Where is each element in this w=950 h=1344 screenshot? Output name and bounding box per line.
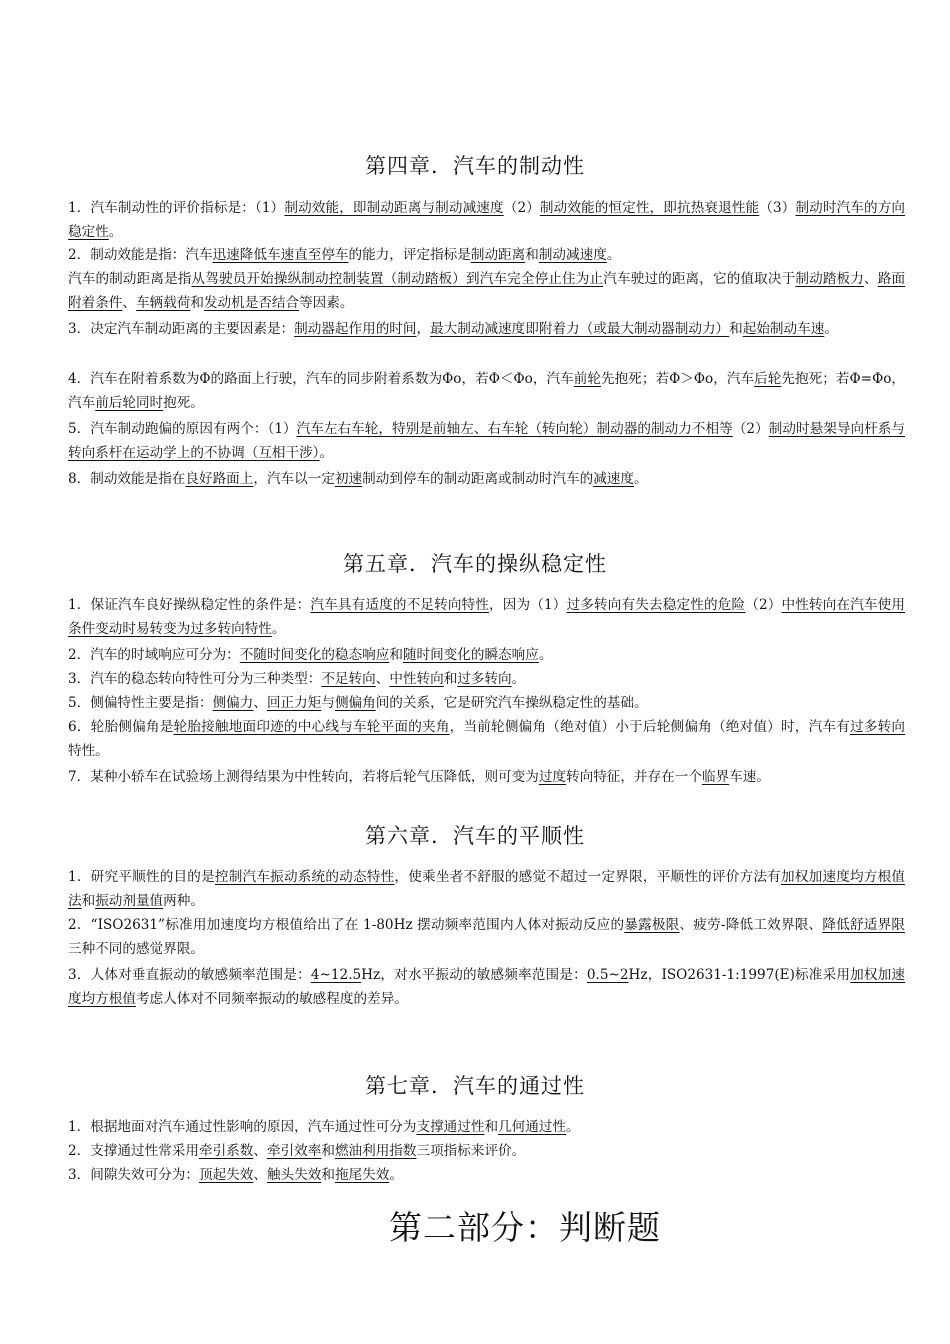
answer-underline: 顶起失效 [199, 1167, 254, 1183]
paragraph [68, 692, 905, 716]
text-segment: 2．支撑通过性常采用 [68, 1143, 199, 1159]
answer-underline: 4~12.5 [310, 967, 362, 983]
answer-underline: 不随时间变化的稳态响应 [239, 647, 390, 663]
text-segment: 1．保证汽车良好操纵稳定性的条件是： [68, 597, 311, 613]
answer-underline: 牵引效率 [266, 1143, 322, 1159]
answer-underline: 制动效能，即制动距离与制动减速度 [284, 200, 504, 216]
text-segment: 等因素。 [299, 294, 354, 311]
answer-underline: 控制汽车振动系统的动态特性 [214, 869, 395, 885]
paragraph [68, 964, 905, 1011]
text-segment: 和 [729, 321, 743, 337]
answer-underline: 制动时汽车的方向稳定性 [68, 200, 906, 240]
text-segment: 。 [108, 223, 123, 240]
text-segment: ，因为（1） [489, 597, 567, 613]
answer-underline: 过多转向 [457, 671, 512, 687]
paragraph [68, 914, 905, 961]
text-segment: 1．根据地面对汽车通过性影响的原因，汽车通过性可分为 [68, 1119, 417, 1135]
text-segment: 4．汽车在附着系数为Φ的路面上行驶，汽车的同步附着系数为Φo，若Φ＜Φo，汽车 [68, 371, 574, 387]
answer-underline: 过多转向有失去稳定性的危险 [566, 597, 746, 613]
answer-underline: 减速度 [593, 471, 634, 487]
answer-underline: 车辆载荷 [135, 294, 191, 311]
text-segment: 。 [271, 620, 286, 637]
answer-underline: 最大制动减速度即附着力（或最大制动器制动力） [430, 321, 730, 337]
text-segment: 三种不同的感觉界限。 [68, 940, 204, 957]
text-segment: 、 [253, 1167, 267, 1183]
text-segment: 和 [443, 671, 458, 687]
text-segment: 和 [389, 647, 403, 663]
answer-underline: 汽车具有适度的不足转向特性 [310, 597, 490, 613]
text-segment: 5．汽车制动跑偏的原因有两个：（1） [68, 421, 297, 437]
text-segment: 考虑人体对不同频率振动的敏感程度的差异。 [135, 990, 408, 1007]
answer-underline: 发动机是否结合 [203, 294, 300, 311]
answer-underline: 暴露极限 [624, 917, 680, 933]
answer-underline: 路面附着条件 [68, 271, 906, 311]
answer-underline: 制动踏板力 [795, 271, 864, 287]
text-segment: 。 [606, 247, 621, 263]
paragraph [68, 1140, 905, 1164]
answer-underline: 临界 [701, 769, 730, 785]
paragraph [68, 668, 905, 692]
answer-underline: 前轮 [573, 371, 602, 387]
text-segment: 3．间隙失效可分为： [68, 1167, 199, 1183]
text-segment: 和 [484, 1119, 499, 1135]
answer-underline: 轮胎接触地面印迹的中心线与车轮平面的夹角 [173, 719, 450, 735]
text-segment: Hz，ISO2631-1:1997(E)标准采用 [628, 967, 851, 983]
text-segment: 。 [566, 1119, 580, 1135]
text-segment: Hz，对水平振动的敏感频率范围是： [361, 967, 587, 983]
paragraph [68, 866, 905, 913]
answer-underline: 侧偏角 [334, 695, 376, 711]
paragraph [68, 418, 905, 465]
text-segment: 3．汽车的稳态转向特性可分为三种类型： [68, 671, 322, 687]
answer-underline: 振动剂量值 [95, 892, 164, 909]
chapter-title: 第六章．汽车的平顺性 [365, 824, 585, 848]
text-segment: ， [416, 321, 431, 337]
text-segment: 。 [824, 321, 838, 337]
text-segment: （2） [745, 597, 782, 613]
answer-underline: 良好路面上 [185, 471, 254, 487]
text-segment: 。 [319, 444, 334, 461]
text-segment: ，当前轮侧偏角（绝对值）小于后轮侧偏角（绝对值）时，汽车有 [449, 719, 851, 735]
text-segment: 和 [321, 1167, 335, 1183]
text-segment: 三项指标来评价。 [416, 1143, 526, 1159]
answer-underline: 制动距离 [470, 247, 526, 263]
answer-underline: 后轮 [754, 371, 782, 387]
answer-underline: 从驾驶员开始操纵制动控制装置（制动踏板）到汽车完全停止住为止 [191, 271, 604, 287]
answer-underline: 制动器起作用的时间 [294, 321, 417, 337]
chapter-title: 第七章．汽车的通过性 [365, 1074, 585, 1098]
text-segment: 先抱死；若Φ=Φo，汽车 [68, 371, 906, 411]
text-segment: 和 [321, 1143, 335, 1159]
text-segment: 1．研究平顺性的目的是 [68, 869, 215, 885]
text-segment: ，汽车以一定 [253, 471, 335, 487]
answer-underline: 支撑通过性 [416, 1119, 485, 1135]
text-segment: （2） [503, 200, 540, 216]
answer-underline: 不足转向 [321, 671, 376, 687]
text-segment: 间的关系，它是研究汽车操纵稳定性的基础。 [375, 695, 648, 711]
text-segment: 2．汽车的时域响应可分为： [68, 647, 240, 663]
paragraph [68, 1116, 905, 1140]
answer-underline: 几何通过性 [498, 1119, 567, 1135]
text-segment: 8．制动效能是指在 [68, 471, 186, 487]
paragraph [68, 594, 905, 641]
answer-underline: 中性转向 [389, 671, 444, 687]
text-segment: 。 [511, 671, 526, 687]
text-segment: 与 [321, 695, 335, 711]
paragraph [68, 244, 905, 268]
answer-underline: 制动时悬架导向杆系与转向系杆在运动学上的不协调（互相干涉） [68, 421, 906, 461]
text-segment: 、疲劳-降低工效界限、 [679, 917, 823, 933]
answer-underline: 过多转向 [850, 719, 906, 735]
answer-underline: 起始制动车速 [742, 321, 825, 337]
text-segment: 、 [253, 695, 267, 711]
text-segment: 6．轮胎侧偏角是 [68, 719, 174, 735]
text-segment: 抱死。 [163, 394, 204, 411]
text-segment: 先抱死；若Φ＞Φo，汽车 [601, 371, 755, 387]
answer-underline: 初速 [334, 471, 363, 487]
answer-underline: 牵引系数 [199, 1143, 254, 1159]
text-segment: 2．制动效能是指：汽车 [68, 247, 213, 263]
text-segment: 、 [863, 271, 878, 287]
text-segment: 转向特征，并存在一个 [566, 769, 702, 785]
answer-underline: 加权加速度均方根值 [68, 967, 906, 1007]
text-segment: 和 [81, 892, 96, 909]
answer-underline: 燃油利用指数 [334, 1143, 417, 1159]
text-segment: （2） [732, 421, 769, 437]
text-segment: 汽车驶过的距离，它的值取决于 [603, 271, 796, 287]
text-segment: 汽车的制动距离是指 [68, 271, 192, 287]
text-segment: （3） [759, 200, 796, 216]
chapter-title: 第四章．汽车的制动性 [365, 154, 585, 178]
chapter-title: 第五章．汽车的操纵稳定性 [343, 552, 607, 576]
paragraph [68, 1164, 905, 1188]
text-segment: 。 [538, 647, 553, 663]
paragraph [68, 197, 905, 244]
answer-underline: 回正力矩 [266, 695, 322, 711]
answer-underline: 0.5~2 [586, 967, 629, 983]
answer-underline: 迅速降低车速直至停车 [212, 247, 349, 263]
answer-underline: 随时间变化的瞬态响应 [402, 647, 539, 663]
text-segment: 2．“ISO2631”标准用加速度均方根值给出了在 1-80Hz 摆动频率范围内人体对振动反应的 [68, 917, 625, 933]
answer-underline: 制动效能的恒定性，即抗热衰退性能 [539, 200, 760, 216]
text-segment: 7．某种小轿车在试验场上测得结果为中性转向，若将后轮气压降低，则可变为 [68, 769, 539, 785]
text-segment: 特性。 [68, 742, 109, 759]
text-segment: 1．汽车制动性的评价指标是：（1） [68, 200, 285, 216]
answer-underline: 降低舒适界限 [822, 917, 906, 933]
text-segment: ，使乘坐者不舒服的感觉不超过一定界限，平顺性的评价方法有 [394, 869, 781, 885]
paragraph [68, 268, 905, 315]
text-segment: 3．决定汽车制动距离的主要因素是： [68, 321, 295, 337]
paragraph [68, 468, 905, 492]
text-segment: 、 [375, 671, 390, 687]
text-segment: 两种。 [163, 892, 204, 909]
answer-underline: 拖尾失效 [334, 1167, 390, 1183]
text-segment: 。 [389, 1167, 403, 1183]
part-title: 第二部分：判断题 [389, 1208, 661, 1247]
paragraph [68, 766, 905, 790]
text-segment: 的能力，评定指标是 [348, 247, 471, 263]
text-segment: 和 [525, 247, 539, 263]
answer-underline: 加权加速度均方根值法 [68, 869, 906, 909]
text-segment: 车速。 [729, 769, 770, 785]
text-segment: 和 [190, 294, 204, 311]
answer-underline: 汽车左右车轮，特别是前轴左、右车轮（转向轮）制动器的制动力不相等 [296, 421, 733, 437]
answer-underline: 中性转向在汽车使用条件变动时易转变为过多转向特性 [68, 597, 906, 637]
answer-underline: 触头失效 [266, 1167, 322, 1183]
paragraph [68, 318, 905, 342]
paragraph [68, 368, 905, 415]
text-segment: 5．侧偏特性主要是指： [68, 695, 213, 711]
text-segment: 、 [253, 1143, 267, 1159]
text-segment: 、 [122, 294, 136, 311]
text-segment: 。 [634, 471, 648, 487]
text-segment: 3．人体对垂直振动的敏感频率范围是： [68, 967, 311, 983]
answer-underline: 过度 [538, 769, 567, 785]
paragraph [68, 644, 905, 668]
answer-underline: 制动减速度 [538, 247, 607, 263]
answer-underline: 侧偏力 [212, 695, 254, 711]
text-segment: 制动到停车的制动距离或制动时汽车的 [362, 471, 594, 487]
answer-underline: 前后轮同时 [95, 394, 164, 411]
paragraph [68, 716, 905, 763]
